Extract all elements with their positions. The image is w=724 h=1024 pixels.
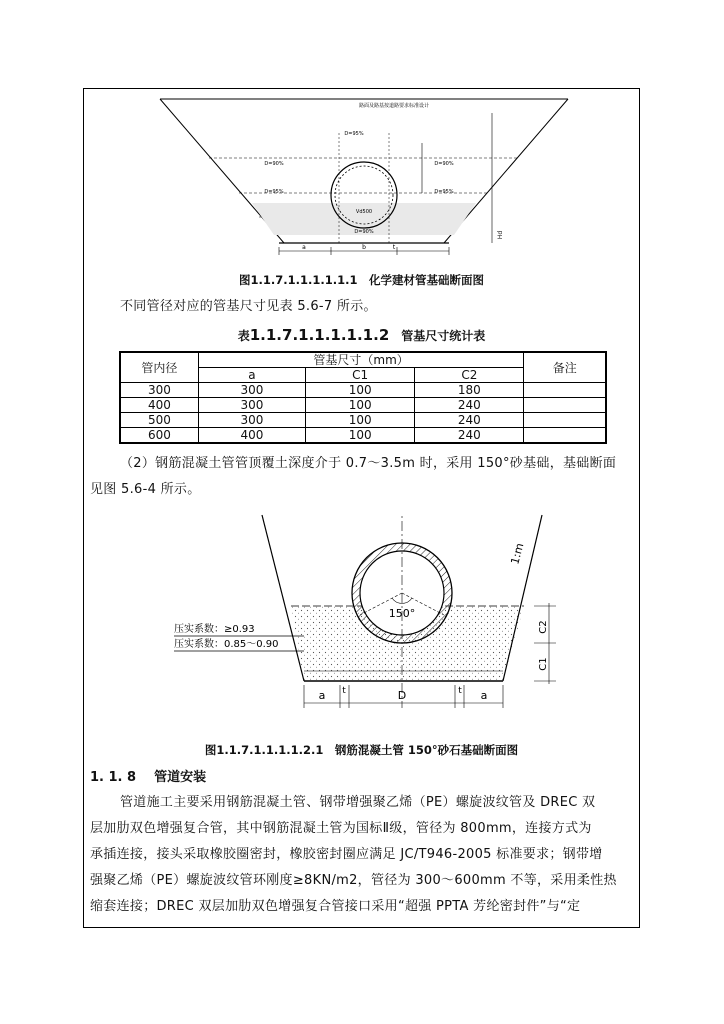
fig2-slope: 1:m — [508, 541, 527, 566]
fig1-label-top: D=95% — [344, 131, 364, 137]
table-row: 300 300 100 180 — [120, 383, 606, 398]
table-row: 600 400 100 240 — [120, 428, 606, 444]
fig2-dim-d: D — [397, 689, 407, 702]
figure1-drawing — [154, 93, 574, 258]
figure1-caption: 图1.1.7.1.1.1.1.1.1 化学建材管基础断面图 — [239, 273, 484, 287]
fig1-dim-b: b — [362, 244, 366, 251]
fig2-angle: 150° — [388, 607, 416, 620]
body-line-3: 承插连接，接头采取橡胶圈密封，橡胶密封圈应满足 JC/T946-2005 标准要求；钢带增 — [90, 847, 603, 862]
fig1-label-base: D=90% — [354, 229, 374, 235]
fig2-dim-a-left: a — [318, 689, 326, 702]
table-caption: 表1.1.7.1.1.1.1.1.2 管基尺寸统计表 — [237, 326, 486, 344]
header-c1: C1 — [306, 368, 415, 383]
paragraph-2-line2: 见图 5.6-4 所示。 — [90, 482, 201, 497]
fig1-label-right-mid: D=90% — [434, 161, 454, 167]
fig2-compaction-2: 压实系数：0.85～0.90 — [174, 639, 279, 650]
fig2-dim-a-right: a — [480, 689, 488, 702]
body-line-5: 缩套连接；DREC 双层加肋双色增强复合管接口采用“超强 PPTA 芳纶密封件”与“定 — [90, 899, 581, 914]
table-row: 500 300 100 240 — [120, 413, 606, 428]
header-a: a — [198, 368, 305, 383]
pipe-base-size-table — [119, 351, 607, 444]
fig1-label-right-low: D=95% — [434, 189, 454, 195]
table-row: 400 300 100 240 — [120, 398, 606, 413]
body-line-1: 管道施工主要采用钢筋混凝土管、钢带增强聚乙烯（PE）螺旋波纹管及 DREC 双 — [120, 795, 596, 810]
intro-paragraph: 不同管径对应的管基尺寸见表 5.6-7 所示。 — [120, 299, 377, 314]
fig1-dim-a: a — [302, 244, 306, 251]
document-frame — [83, 88, 640, 928]
fig1-label-left-low: D=95% — [264, 189, 284, 195]
header-pipe-diameter: 管内径 — [120, 352, 198, 383]
fig1-label-left-mid: D=90% — [264, 161, 284, 167]
fig2-dim-t-right: t — [458, 686, 462, 696]
header-base-size: 管基尺寸（mm） — [198, 352, 524, 368]
fig2-dim-c1: C1 — [538, 657, 549, 671]
section-heading — [90, 766, 206, 785]
section-number: 1. 1. 8 — [90, 770, 137, 785]
fig2-dim-c2: C2 — [538, 620, 549, 634]
header-c2: C2 — [415, 368, 524, 383]
header-note: 备注 — [524, 352, 606, 383]
fig1-dim-t: t — [392, 244, 396, 251]
fig1-right-side: Hd — [497, 230, 504, 240]
fig2-compaction-1: 压实系数：≥0.93 — [174, 624, 255, 635]
paragraph-2-line1: （2）钢筋混凝土管管顶覆土深度介于 0.7～3.5m 时，采用 150°砂基础，基础断面 — [120, 456, 617, 471]
body-line-2: 层加肋双色增强复合管，其中钢筋混凝土管为国标Ⅱ级，管径为 800mm，连接方式为 — [90, 821, 592, 836]
fig1-header-label: 路面及路基按道路要求标准设计 — [358, 103, 430, 109]
figure2-caption: 图1.1.7.1.1.1.1.2.1 钢筋混凝土管 150°砂石基础断面图 — [204, 743, 519, 757]
fig2-dim-t-left: t — [342, 686, 346, 696]
body-line-4: 强聚乙烯（PE）螺旋波纹管环刚度≥8KN/m2，管径为 300～600mm 不等，采用柔性热 — [90, 873, 617, 888]
section-title: 管道安装 — [154, 770, 207, 785]
figure2-drawing — [144, 513, 574, 728]
fig1-label-pipe: Vd500 — [355, 209, 373, 215]
